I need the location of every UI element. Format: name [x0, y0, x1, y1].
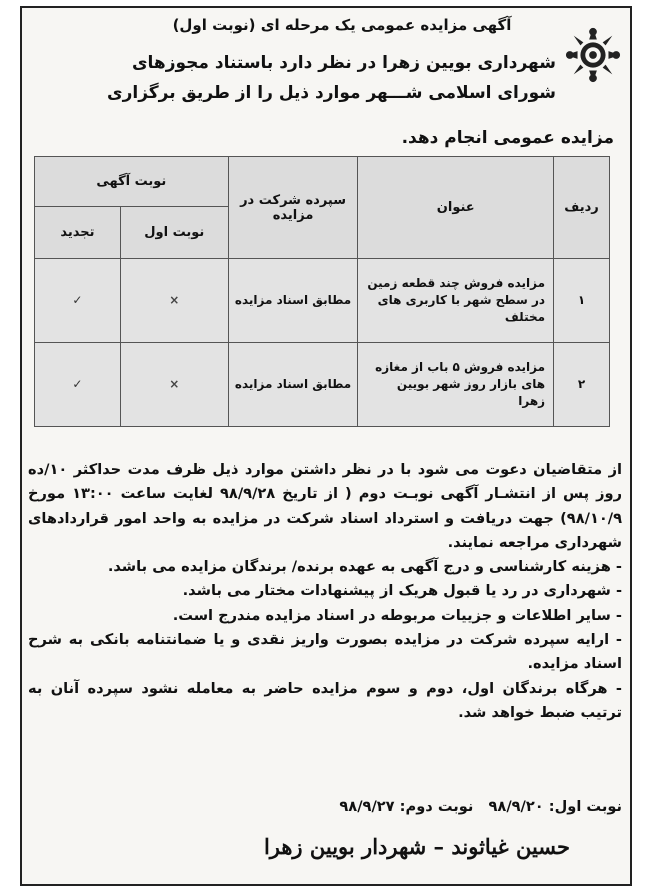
body-paragraph: از متقاضیان دعوت می شود با در نظر داشتن موارد ذیل ظرف مدت حداکثر ۱۰/ده روز پس از انتشـار آگهی نوبـت دوم ( از تاریخ ۹۸/۹/۲۸ لغایت ساعت ۱۳:۰۰ مورخ ۹۸/۱۰/۹) جهت دریافت و استرداد اسناد شرکت در مزایده به واحد امور قراردادهای شهرداری مراجعه نمایند. — [28, 461, 623, 551]
signature: حسین غیاثوند – شهردار بویین زهرا — [263, 834, 570, 859]
header-first-round: نوبت اول — [120, 207, 228, 259]
checkmark-icon: ✓ — [35, 343, 121, 427]
bullet-item: - ارایه سپرده شرکت در مزایده بصورت واریز نقدی و یا ضمانتنامه بانکی به شرح اسناد مزایده. — [28, 631, 622, 673]
header-ad-round: نوبت آگهی — [35, 157, 229, 207]
notice-intro — [30, 48, 556, 108]
bullet-item: - هرگاه برندگان اول، دوم و سوم مزایده حاضر به معامله نشود سپرده آنان به ترتیب ضبط خواهد شد. — [28, 679, 622, 721]
publication-dates — [329, 798, 622, 815]
municipality-emblem-icon — [564, 26, 622, 84]
row-index: ۲ — [554, 343, 610, 427]
row-title: مزایده فروش ۵ باب از مغازه های بازار روز شهر بویین زهرا — [358, 343, 554, 427]
header-deposit: سپرده شرکت در مزایده — [228, 157, 358, 259]
row-index: ۱ — [554, 259, 610, 343]
intro-line: شورای اسلامی شـــهر موارد ذیل را از طریق برگزاری — [107, 83, 556, 103]
header-row-index: ردیف — [554, 157, 610, 259]
notice-title: آگهی مزایده عمومی یک مرحله ای (نوبت اول) — [172, 16, 512, 34]
bullet-item: - شهرداری در رد یا قبول هریک از پیشنهادات مختار می باشد. — [182, 582, 622, 600]
header-title: عنوان — [358, 157, 554, 259]
row-first-round: × — [120, 343, 228, 427]
table-row — [35, 343, 610, 427]
row-title: مزایده فروش چند قطعه زمین در سطح شهر با کاربری های مختلف — [358, 259, 554, 343]
notice-body — [28, 458, 622, 725]
second-round-date: نوبت دوم: ۹۸/۹/۲۷ — [339, 798, 474, 815]
checkmark-icon: ✓ — [35, 259, 121, 343]
auction-table — [34, 156, 610, 427]
intro-line: شهرداری بویین زهرا در نظر دارد باستناد مجوزهای — [131, 53, 556, 73]
notice-frame — [20, 6, 632, 886]
bullet-item: - هزینه کارشناسی و درج آگهی به عهده برنده/ برندگان مزایده می باشد. — [107, 558, 622, 576]
header-renewal: تجدید — [35, 207, 121, 259]
bullet-item: - سایر اطلاعات و جزییات مربوطه در اسناد مزایده مندرج است. — [172, 606, 622, 624]
intro-line: مزایده عمومی انجام دهد. — [401, 128, 614, 148]
row-deposit: مطابق اسناد مزایده — [228, 343, 358, 427]
first-round-date: نوبت اول: ۹۸/۹/۲۰ — [488, 798, 622, 815]
row-first-round: × — [120, 259, 228, 343]
notice-header — [30, 14, 622, 159]
row-deposit: مطابق اسناد مزایده — [228, 259, 358, 343]
table-row — [35, 259, 610, 343]
